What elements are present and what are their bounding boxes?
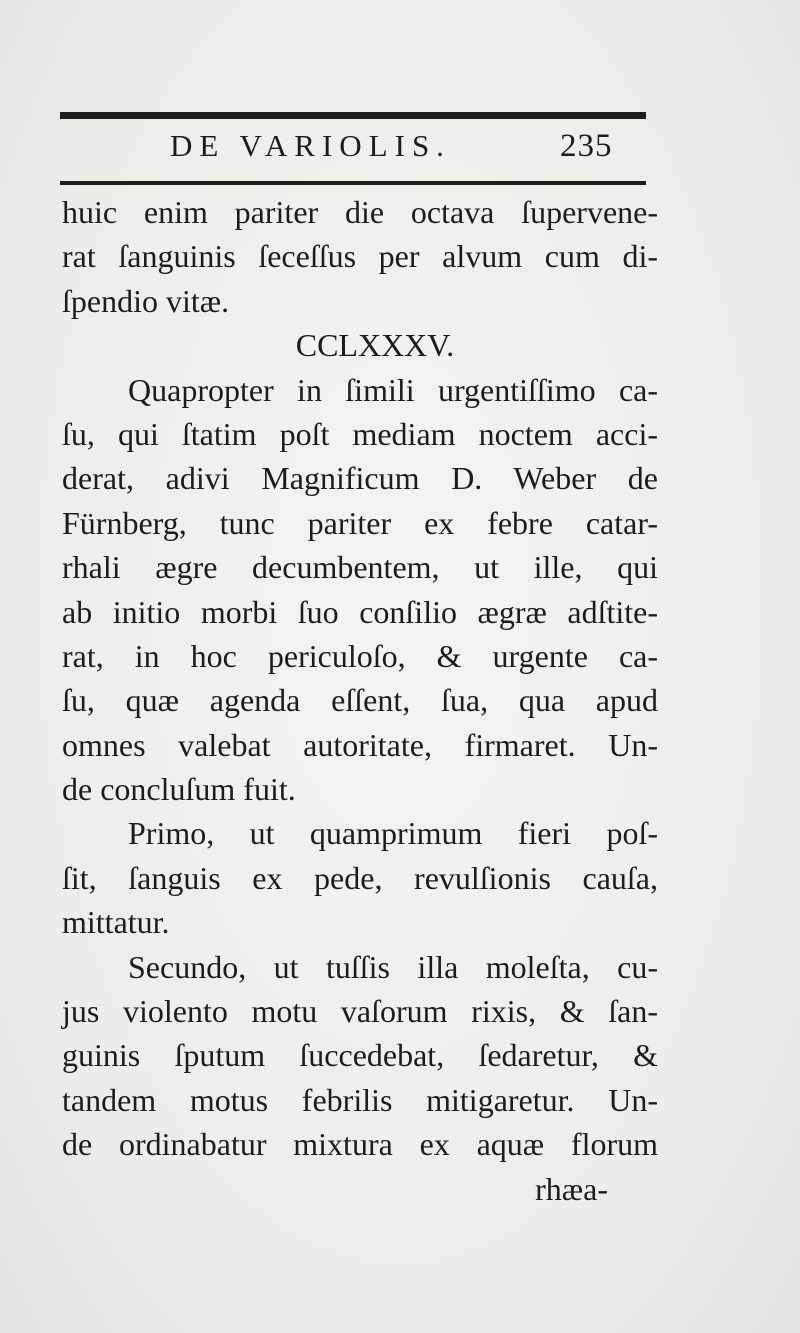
text-line: Quapropter in ſimili urgentiſſimo ca- bbox=[128, 371, 658, 408]
body-text bbox=[62, 190, 658, 1211]
text-line: rat ſanguinis ſeceſſus per alvum cum di- bbox=[62, 238, 658, 275]
text-line: guinis ſputum ſuccedebat, ſedaretur, & bbox=[62, 1037, 658, 1074]
text-line: tandem motus febrilis mitigaretur. Un- bbox=[62, 1081, 658, 1118]
header-bottom-rule bbox=[60, 181, 646, 185]
text-line: huic enim pariter die octava ſupervene- bbox=[62, 194, 658, 230]
text-line: Secundo, ut tuſſis illa moleſta, cu- bbox=[128, 948, 658, 985]
text-line: omnes valebat autoritate, firmaret. Un- bbox=[62, 726, 658, 763]
text-line: de ordinabatur mixtura ex aquæ florum bbox=[62, 1126, 658, 1163]
text-line: ab initio morbi ſuo conſilio ægræ adſtite- bbox=[62, 593, 658, 630]
header-top-rule bbox=[60, 112, 646, 119]
catchword: rhæa- bbox=[535, 1170, 608, 1207]
section-number: CCLXXXV. bbox=[295, 327, 455, 364]
text-line: de concluſum fuit. bbox=[62, 771, 296, 808]
text-line: ſu, quæ agenda eſſent, ſua, qua apud bbox=[62, 682, 658, 719]
text-line: rhali ægre decumbentem, ut ille, qui bbox=[62, 549, 658, 586]
text-line: Primo, ut quamprimum fieri poſ- bbox=[128, 815, 658, 852]
text-line: derat, adivi Magnificum D. Weber de bbox=[62, 460, 658, 497]
running-head: DE VARIOLIS. bbox=[170, 128, 451, 163]
text-line: rat, in hoc periculoſo, & urgente ca- bbox=[62, 637, 658, 674]
text-line: ſu, qui ſtatim poſt mediam noctem acci- bbox=[62, 415, 658, 452]
text-line: jus violento motu vaſorum rixis, & ſan- bbox=[62, 993, 658, 1030]
text-line: mittatur. bbox=[62, 904, 170, 941]
text-line: Fürnberg, tunc pariter ex febre catar- bbox=[62, 504, 658, 541]
text-line: ſit, ſanguis ex pede, revulſionis cauſa, bbox=[62, 859, 658, 896]
page-number: 235 bbox=[560, 128, 613, 164]
text-line: ſpendio vitæ. bbox=[62, 282, 230, 319]
